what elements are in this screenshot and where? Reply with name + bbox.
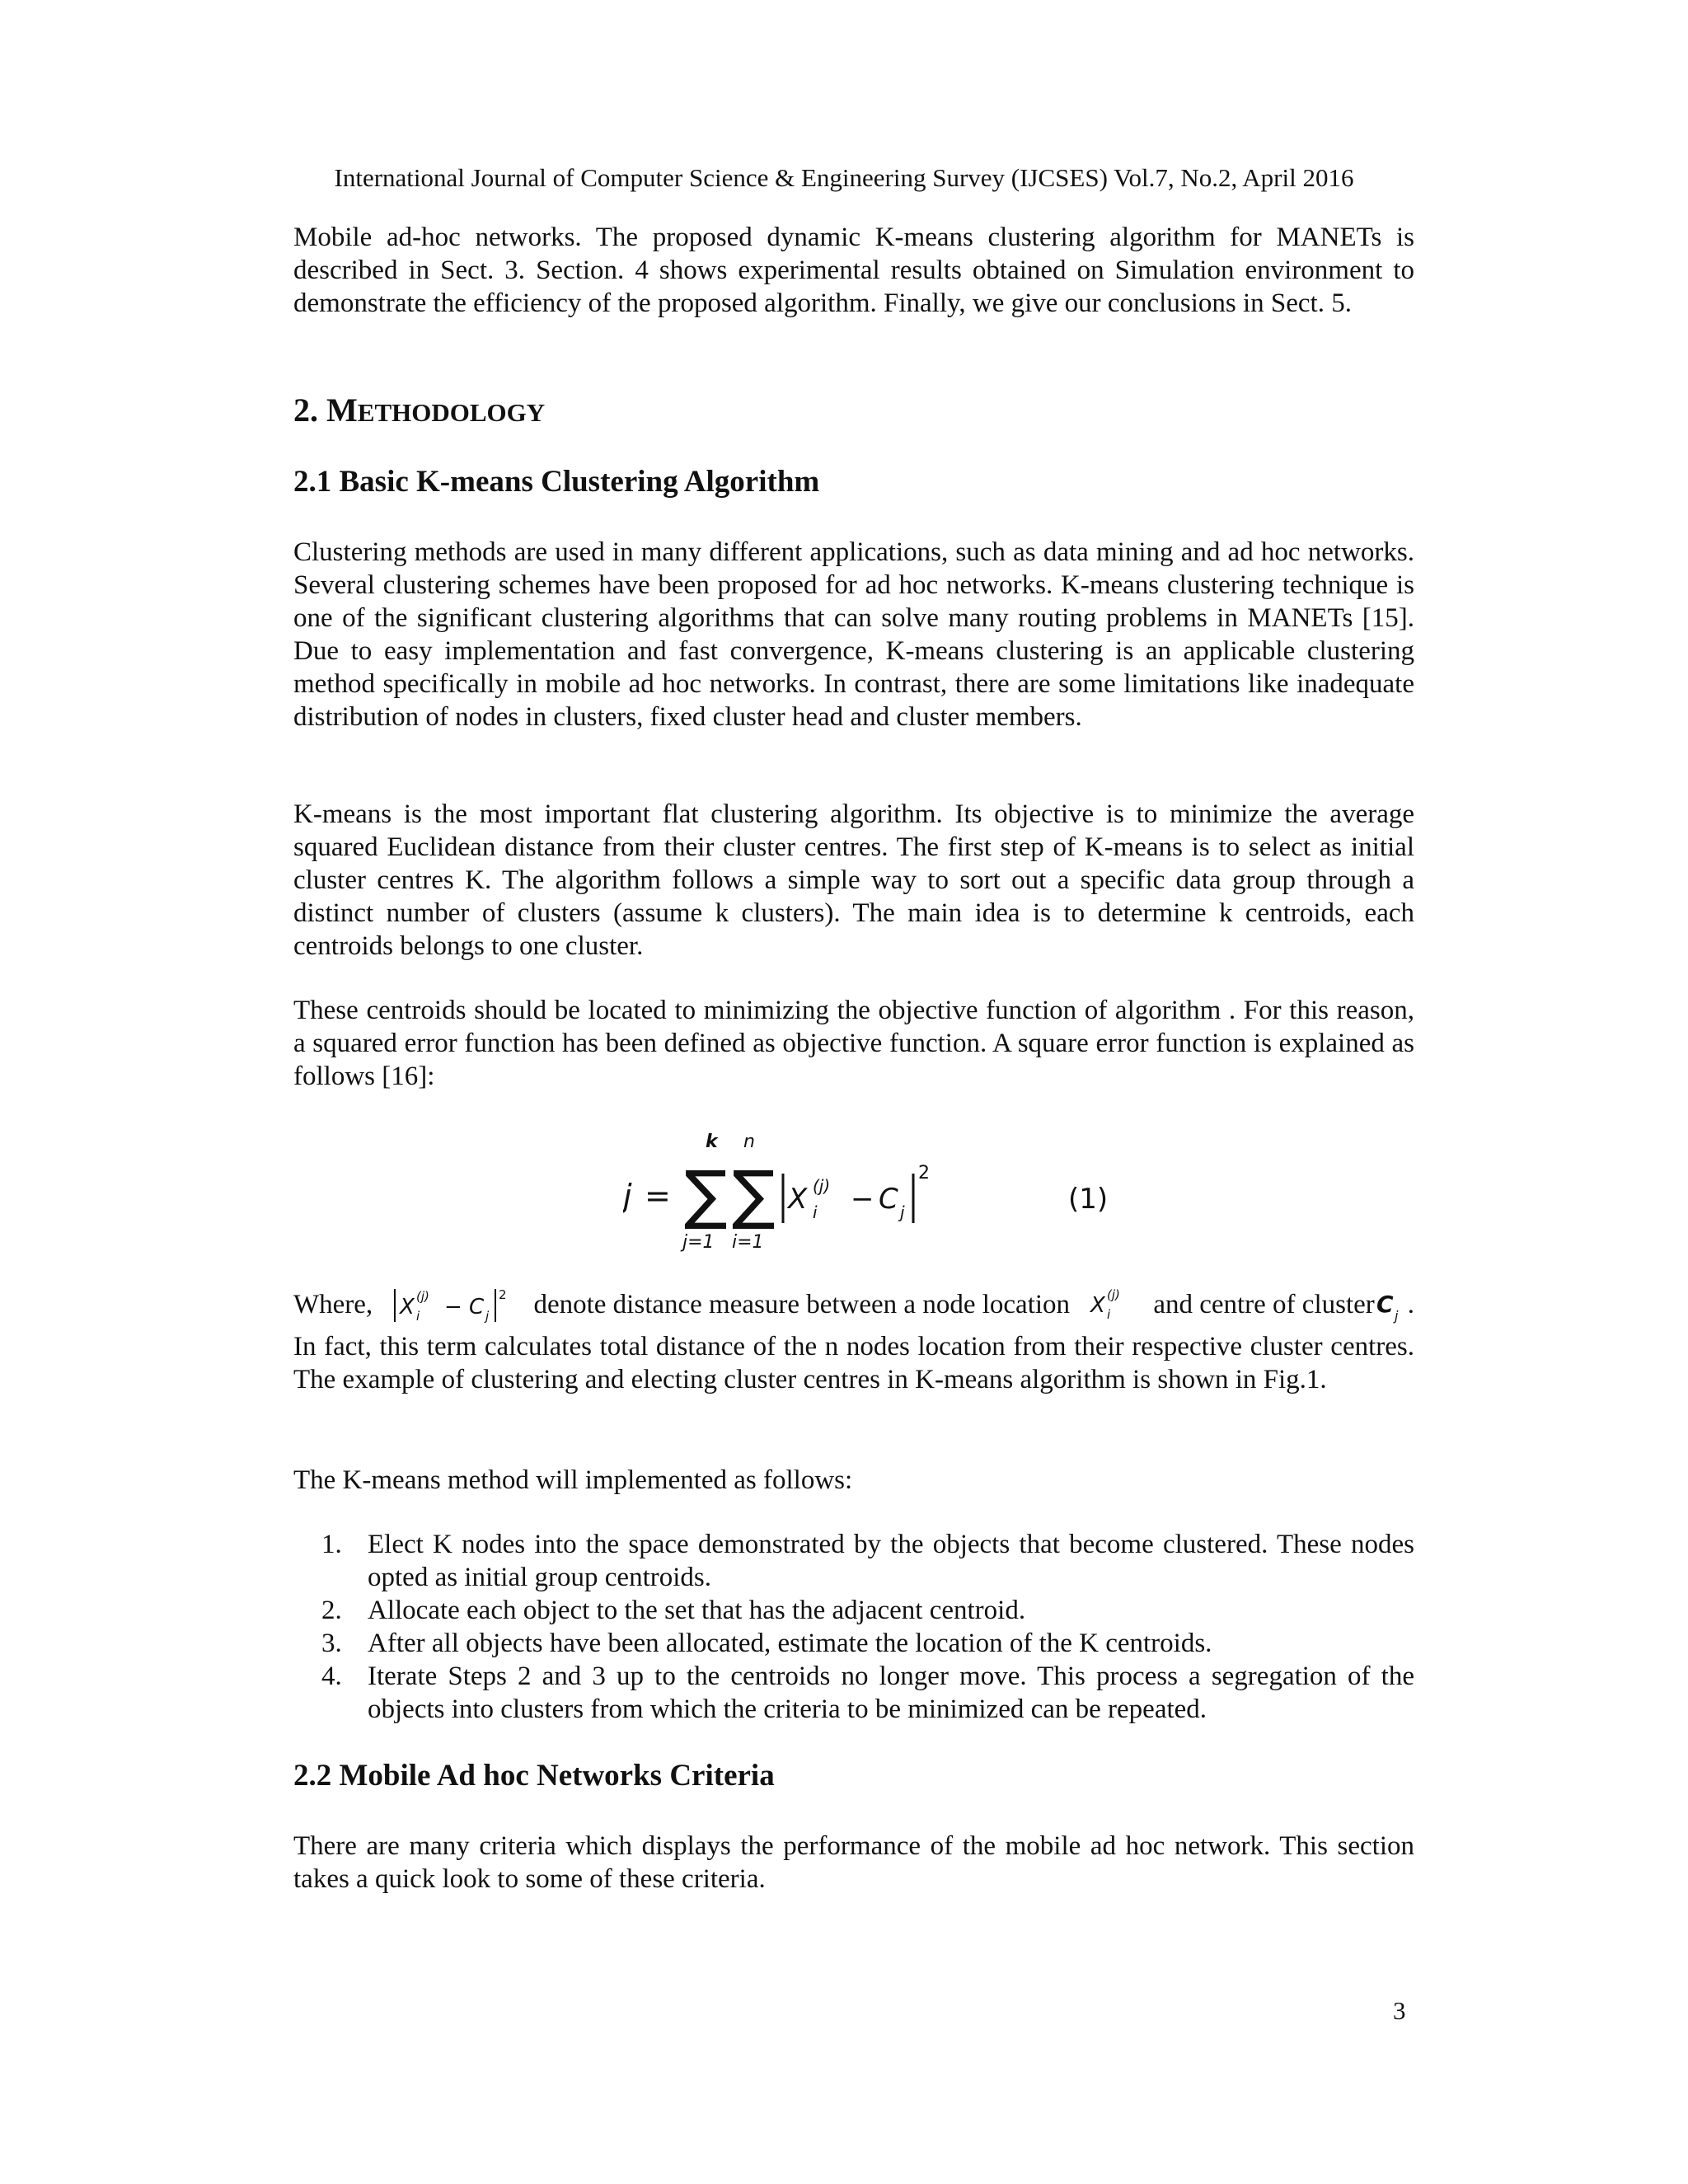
svg-text:i: i	[415, 1309, 420, 1324]
paragraph-clustering-methods: Clustering methods are used in many different applications, such as data mining and ad hoc networks. Several clustering schemes have been proposed for ad hoc networks. K-means clustering technique is one of the significant clustering algorithms that can solve many routing problems in MANETs [15]. Due to easy implementation and fast convergence, K-means clustering is an applicable clustering method specifically in mobile ad hoc networks. In contrast, there are some limitations like inadequate distribution of nodes in clusters, fixed cluster head and cluster members.	[293, 537, 1414, 732]
equation-square-error	[623, 1131, 1118, 1254]
where-prefix: Where,	[293, 1290, 373, 1319]
svg-text:j: j	[1394, 1308, 1399, 1324]
svg-text:j: j	[485, 1309, 489, 1324]
paragraph-criteria: There are many criteria which displays the performance of the mobile ad hoc network. This section takes a quick look to some of these criteria.	[293, 1831, 1414, 1894]
paragraph-method-intro: The K-means method will implemented as follows:	[293, 1465, 853, 1495]
svg-text:C: C	[1376, 1291, 1394, 1318]
sum2-upper: n	[743, 1132, 755, 1152]
sum1-lower: j=1	[682, 1232, 715, 1253]
svg-text:(j): (j)	[415, 1289, 429, 1304]
equation-var: X	[788, 1183, 808, 1216]
svg-text:C: C	[468, 1295, 484, 1319]
equation-minus: −	[851, 1183, 874, 1216]
equation-var-sup: (j)	[813, 1176, 831, 1196]
running-header: International Journal of Computer Science & Engineering Survey (IJCSES) Vol.7, No.2, April 2016	[334, 163, 1354, 192]
svg-text:(j): (j)	[1106, 1287, 1120, 1302]
sum1-upper: k	[706, 1132, 718, 1152]
inline-node-location	[1089, 1286, 1135, 1324]
intro-paragraph: Mobile ad-hoc networks. The proposed dynamic K-means clustering algorithm for MANETs is described in Sect. 3. Section. 4 shows experimental results obtained on Simulation environment to demonstrate the efficiency of the proposed algorithm. Finally, we give our conclusions in Sect. 5.	[293, 223, 1414, 318]
kmeans-steps-list	[293, 1528, 1414, 1726]
paragraph-kmeans-objective: K-means is the most important flat clustering algorithm. Its objective is to minimize the average squared Euclidean distance from their cluster centres. The first step of K-means is to select as initial cluster centres K. The algorithm follows a simple way to sort out a specific data group through a distinct number of clusters (assume k clusters). The main idea is to determine k centroids, each centroids belongs to one cluster.	[293, 799, 1414, 961]
equation-equals: =	[645, 1178, 671, 1214]
list-item: 1. Elect K nodes into the space demonstrated by the objects that become clustered. These nodes opted as initial group centroids.	[321, 1530, 1414, 1592]
subsection-heading-kmeans: 2.1 Basic K-means Clustering Algorithm	[293, 465, 820, 499]
svg-text:X: X	[1090, 1293, 1105, 1318]
sum2-symbol: ∑	[732, 1158, 776, 1232]
equation-power: 2	[918, 1163, 930, 1183]
equation-center-sub: j	[900, 1202, 905, 1222]
page-number: 3	[1393, 1996, 1406, 2025]
equation-label: (1)	[1068, 1183, 1109, 1216]
equation-center: C	[879, 1183, 898, 1216]
list-item: 4. Iterate Steps 2 and 3 up to the centroids no longer move. This process a segregation of the objects into clusters from which the criteria to be minimized can be repeated.	[321, 1661, 1414, 1724]
list-item: 2. Allocate each object to the set that has the adjacent centroid.	[321, 1596, 1026, 1625]
where-mid1: denote distance measure between a node location	[533, 1290, 1071, 1319]
inline-cluster-centre	[1375, 1286, 1408, 1324]
section-heading-methodology: 2. METHODOLOGY	[293, 391, 546, 429]
where-line	[293, 1286, 1414, 1324]
where-end: .	[1407, 1290, 1415, 1319]
equation-var-sub: i	[813, 1202, 818, 1222]
svg-text:X: X	[399, 1295, 415, 1319]
paragraph-centroids: These centroids should be located to minimizing the objective function of algorithm . For this reason, a squared error function has been defined as objective function. A square error function is explained as follows [16]:	[293, 996, 1414, 1091]
subsection-heading-criteria: 2.2 Mobile Ad hoc Networks Criteria	[293, 1759, 775, 1793]
list-item: 3. After all objects have been allocated, estimate the location of the K centroids.	[321, 1629, 1212, 1658]
svg-text:−: −	[443, 1295, 462, 1319]
svg-text:i: i	[1106, 1307, 1110, 1322]
paragraph-where-continuation: In fact, this term calculates total distance of the n nodes location from their respective cluster centres. The example of clustering and electing cluster centres in K-means algorithm is shown in Fig.1.	[293, 1332, 1414, 1394]
sum2-lower: i=1	[732, 1232, 764, 1253]
where-mid2: and centre of cluster	[1153, 1290, 1375, 1319]
svg-text:2: 2	[498, 1287, 507, 1302]
inline-distance-term	[392, 1286, 515, 1324]
equation-lhs: j	[623, 1178, 632, 1214]
sum1-symbol: ∑	[684, 1158, 728, 1232]
